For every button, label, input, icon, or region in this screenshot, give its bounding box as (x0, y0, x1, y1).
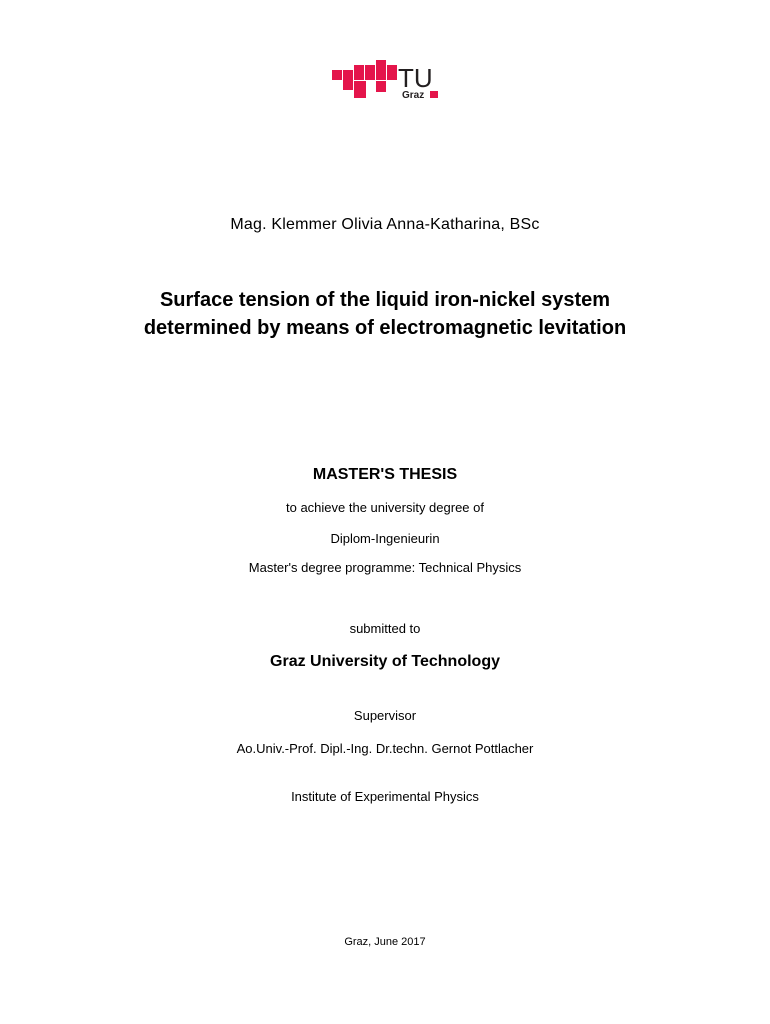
university-name: Graz University of Technology (270, 653, 500, 670)
place-date: Graz, June 2017 (344, 936, 426, 948)
degree-programme: Master's degree programme: Technical Physics (248, 560, 522, 575)
thesis-title-line-2: determined by means of electromagnetic levitation (143, 317, 627, 339)
tu-graz-logo (332, 60, 442, 100)
submitted-to-label: submitted to (349, 621, 421, 636)
thesis-title-line-1: Surface tension of the liquid iron-nickel system (159, 289, 611, 311)
logo-abbr: TU (398, 63, 433, 93)
author-name: Mag. Klemmer Olivia Anna-Katharina, BSc (230, 216, 540, 233)
supervisor-label: Supervisor (353, 708, 417, 723)
institute-name: Institute of Experimental Physics (291, 789, 479, 804)
degree-name: Diplom-Ingenieurin (330, 531, 440, 546)
degree-intro: to achieve the university degree of (285, 500, 484, 515)
thesis-type: MASTER'S THESIS (312, 466, 458, 483)
supervisor-name: Ao.Univ.-Prof. Dipl.-Ing. Dr.techn. Gernot Pottlacher (236, 741, 534, 756)
logo-city: Graz (402, 90, 425, 100)
thesis-title (0, 286, 770, 342)
